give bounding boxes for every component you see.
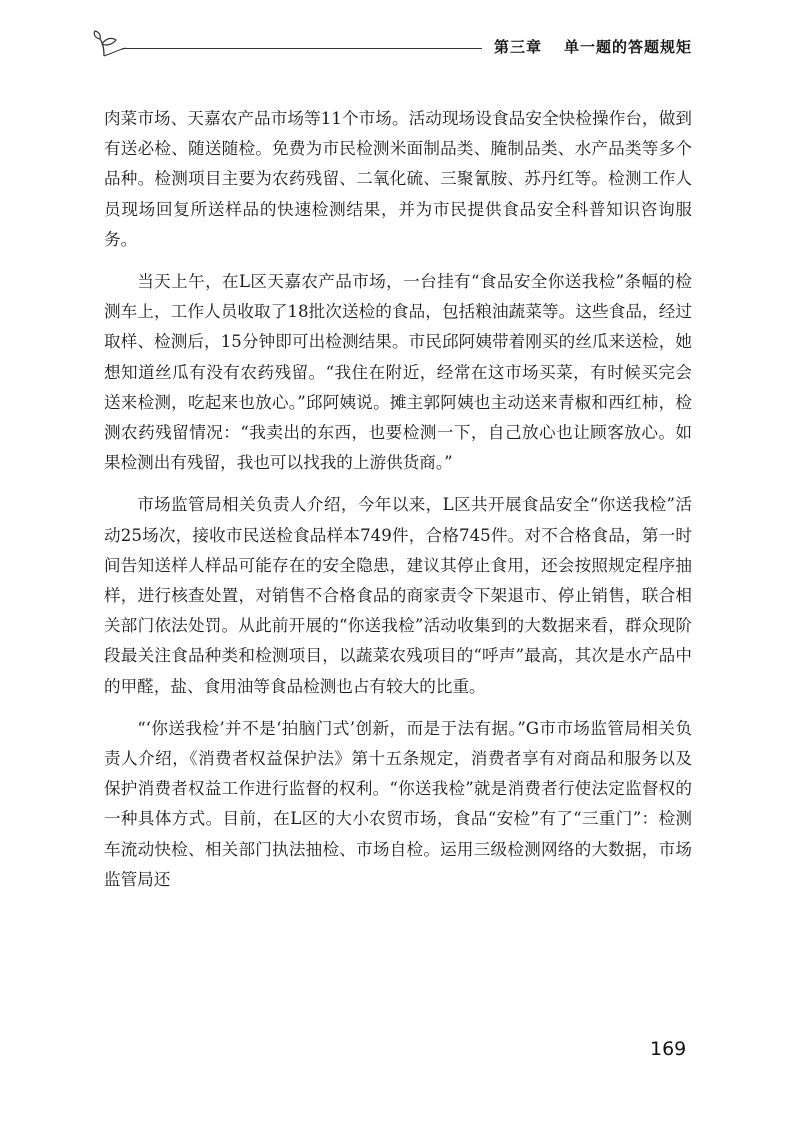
paragraph: 肉菜市场、天嘉农产品市场等11个市场。活动现场设食品安全快检操作台，做到有送必检、随送随检。免费为市民检测米面制品类、腌制品类、水产品类等多个品种。检测项目主要为农药残留、二氧化硫、三聚氰胺、苏丹红等。检测工作人员现场回复所送样品的快速检测结果，并为市民提供食品安全科普知识咨询服务。 xyxy=(104,109,692,249)
sprout-icon xyxy=(92,30,126,60)
paragraph: 市场监管局相关负责人介绍，今年以来，L区共开展食品安全“你送我检”活动25场次，接收市民送检食品样本749件，合格745件。对不合格食品，第一时间告知送样人样品可能存在的安全隐患，建议其停止食用，还会按照规定程序抽样，进行核查处置，对销售不合格食品的商家责令下架退市、停止销售，联合相关部门依法处罚。从此前开展的“你送我检”活动收集到的大数据来看，群众现阶段最关注食品种类和检测项目，以蔬菜农残项目的“呼声”最高，其次是水产品中的甲醛，盐、食用油等食品检测也占有较大的比重。 xyxy=(104,495,692,696)
paragraph: 当天上午，在L区天嘉农产品市场，一台挂有“食品安全你送我检”条幅的检测车上，工作人员收取了18批次送检的食品，包括粮油蔬菜等。这些食品，经过取样、检测后，15分钟即可出检测结果。市民邱阿姨带着刚买的丝瓜来送检，她想知道丝瓜有没有农药残留。“我住在附近，经常在这市场买菜，有时候买完会送来检测，吃起来也放心。”邱阿姨说。摊主郭阿姨也主动送来青椒和西红柿，检测农药残留情况：“我卖出的东西，也要检测一下，自己放心也让顾客放心。如果检测出有残留，我也可以找我的上游供货商。” xyxy=(104,272,692,473)
chapter-label: 第三章 xyxy=(493,38,542,56)
running-header xyxy=(92,30,692,60)
header-text xyxy=(494,36,692,57)
paragraph: “‘你送我检’并不是‘拍脑门式’创新，而是于法有据。”G市市场监管局相关负责人介绍，《消费者权益保护法》第十五条规定，消费者享有对商品和服务以及保护消费者权益工作进行监督的权利。“你送我检”就是消费者行使法定监督权的一种具体方式。目前，在L区的大小农贸市场，食品“安检”有了“三重门”：检测车流动快检、相关部门执法抽检、市场自检。运用三级检测网络的大数据，市场监管局还 xyxy=(104,718,692,889)
page-number: 169 xyxy=(650,1038,687,1060)
header-rule xyxy=(122,48,482,49)
chapter-title: 单一题的答题规矩 xyxy=(563,38,692,56)
body-text xyxy=(104,104,692,907)
